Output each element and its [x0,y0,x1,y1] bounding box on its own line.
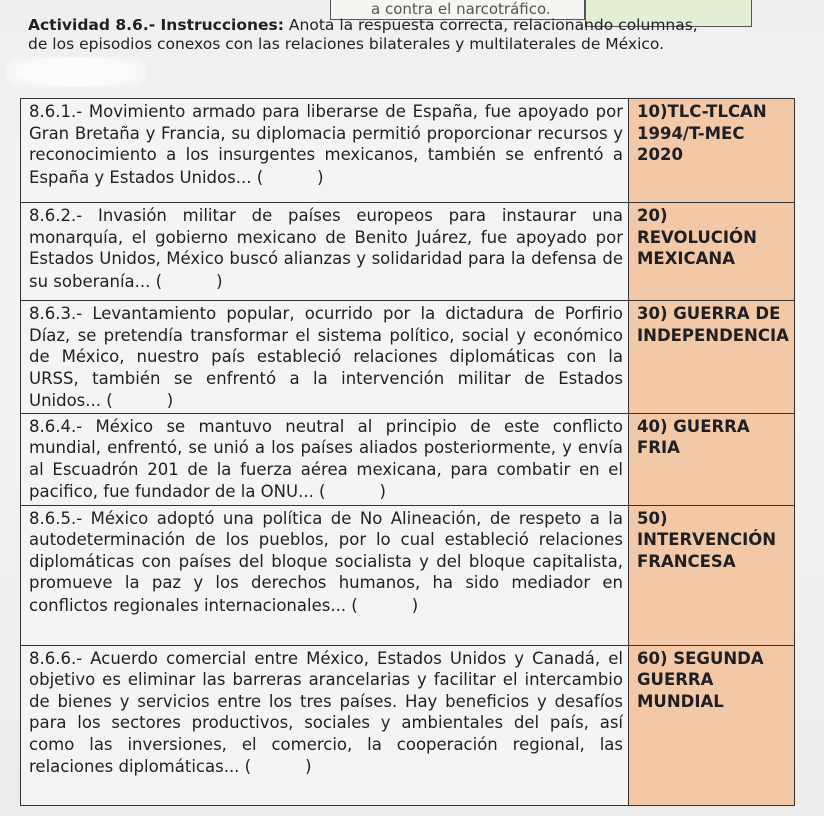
question-cell [21,645,629,805]
answer-option-cell: 50) INTERVENCIÓN FRANCESA [629,505,795,645]
answer-option-cell: 30) GUERRA DE INDEPENDENCIA [629,301,795,414]
table-row [21,645,795,805]
redacted-area [6,57,146,87]
question-text: 8.6.4.- México se mantuvo neutral al principio de este conflicto mundial, enfrentó, se unió a los países aliados posteriormente, y envía al Escuadrón 201 de la fuerza aérea mexicana, para combatir en el pacifico, fue fundador de la ONU... ( [29,416,623,501]
answer-blank[interactable] [251,755,305,772]
table-row [21,505,795,645]
table-row [21,203,795,301]
question-text: 8.6.3.- Levantamiento popular, ocurrido por la dictadura de Porfirio Díaz, se pretendía transformar el sistema político, social y económico de México, nuestro país estableció relaciones diplomáticas con la URSS, también se enfrentó a la intervención militar de Estados Unidos... ( [29,304,623,410]
answer-option-cell: 60) SEGUNDA GUERRA MUNDIAL [629,645,795,805]
question-text: 8.6.5.- México adoptó una política de No Alineación, de respeto a la autodeterminación de los pueblos, por lo cual estableció relaciones diplomáticas con países del bloque socialista y del bloque capitalista, promueve la paz y los derechos humanos, ha sido mediador en conflictos regionales internacionales... ( [29,508,623,615]
answer-blank[interactable] [263,166,317,183]
answer-option-cell: 40) GUERRA FRIA [629,413,795,505]
answer-blank[interactable] [326,480,380,497]
answer-blank[interactable] [358,594,412,611]
instructions-text: Anota la respuesta correcta, relacionando columnas, [283,16,698,34]
table-row [21,99,795,203]
close-paren: ) [305,757,312,776]
answer-option-cell: 20) REVOLUCIÓN MEXICANA [629,203,795,301]
question-text: 8.6.2.- Invasión militar de países europeos para instaurar una monarquía, el gobierno mexicano de Benito Juárez, fue apoyado por Estados Unidos, México buscó alianzas y solidaridad para la defensa de su soberanía... ( [29,206,623,291]
close-paren: ) [216,271,223,291]
answer-option-cell: 10)TLC-TLCAN 1994/T-MEC 2020 [629,99,795,203]
activity-title: Actividad 8.6.- Instrucciones: [28,16,284,34]
matching-table [20,98,795,806]
question-cell [21,203,629,301]
close-paren: ) [317,167,324,187]
close-paren: ) [166,391,174,410]
answer-blank[interactable] [162,270,216,287]
question-text: 8.6.6.- Acuerdo comercial entre México, Estados Unidos y Canadá, el objetivo es eliminar las barreras arancelarias y facilitar el intercambio de bienes y servicios entre los tres países. Hay beneficios y desafíos para los sectores productivos, sociales y ambientales del país, así como las inversiones, el comercio, la cooperación regional, las relaciones diplomáticas... ( [29,648,623,776]
question-cell [21,99,629,203]
question-cell [21,505,629,645]
close-paren: ) [379,482,386,501]
table-row [21,301,795,414]
table-row [21,413,795,505]
instructions-text-line2: de los episodios conexos con las relaciones bilaterales y multilaterales de México. [28,35,665,53]
question-cell [21,301,629,414]
activity-instructions [28,16,808,54]
question-text: 8.6.1.- Movimiento armado para liberarse de España, fue apoyado por Gran Bretaña y Francia, su diplomacia permitió proporcionar recursos y reconocimiento a los insurgentes mexicanos, también se enfrentó a España y Estados Unidos... ( [29,102,623,187]
question-cell [21,413,629,505]
previous-table-cell-text: a contra el narcotráfico. [330,0,585,20]
answer-blank[interactable] [113,389,167,406]
close-paren: ) [411,595,419,615]
